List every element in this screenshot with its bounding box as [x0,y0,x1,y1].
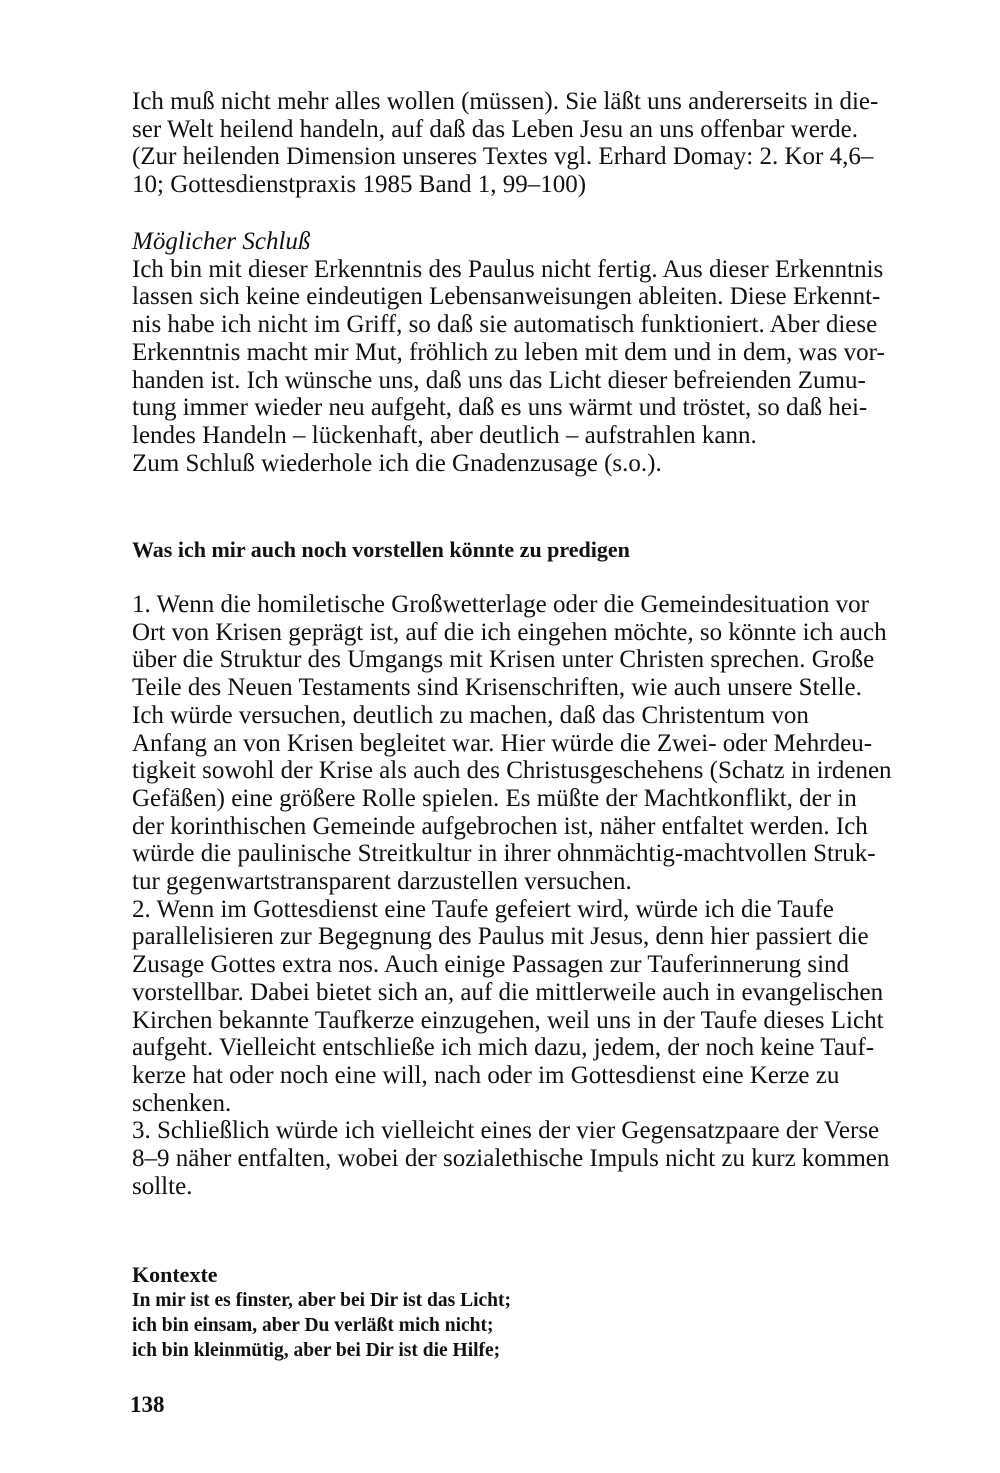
text-line: tigkeit sowohl der Krise als auch des Christusgeschehens (Schatz in irdenen [132,757,892,785]
text-line: 10; Gottesdienstpraxis 1985 Band 1, 99–100) [132,171,587,199]
text-line: Zusage Gottes extra nos. Auch einige Passagen zur Tauferinnerung sind [132,951,850,979]
text-line: (Zur heilenden Dimension unseres Textes vgl. Erhard Domay: 2. Kor 4,6– [132,143,874,171]
text-line: 1. Wenn die homiletische Großwetterlage oder die Gemeindesituation vor [132,591,869,618]
text-line: handen ist. Ich wünsche uns, daß uns das Licht dieser befreienden Zumu- [132,366,866,394]
text-line: der korinthischen Gemeinde aufgebrochen ist, näher entfaltet werden. Ich [132,812,868,840]
text-line: lendes Handeln – lückenhaft, aber deutlich – aufstrahlen kann. [132,421,757,449]
text-line: würde die paulinische Streitkultur in ihrer ohnmächtig-machtvollen Struk- [132,840,876,868]
text-line: 8–9 näher entfalten, wobei der sozialethische Impuls nicht zu kurz kommen [132,1145,890,1173]
context-line: In mir ist es finster, aber bei Dir ist das Licht; [132,1290,511,1311]
text-line: Anfang an von Krisen begleitet war. Hier würde die Zwei- oder Mehrdeu- [132,729,873,757]
predigen-body [132,591,932,1200]
section-subtitle: Möglicher Schluß [132,228,311,255]
text-line: tung immer wieder neu aufgeht, daß es uns wärmt und tröstet, so daß hei- [132,394,868,422]
section-predigen [132,537,932,563]
paragraph-intro [132,88,932,199]
text-line: parallelisieren zur Begegnung des Paulus mit Jesus, denn hier passiert die [132,923,869,951]
page-number: 138 [130,1392,165,1417]
text-line: über die Struktur des Umgangs mit Krisen unter Christen sprechen. Große [132,646,875,674]
text-line: tur gegenwartstransparent darzustellen versuchen. [132,868,632,896]
text-line: Ich muß nicht mehr alles wollen (müssen). Sie läßt uns andererseits in die- [132,88,879,115]
text-line: Kirchen bekannte Taufkerze einzugehen, weil uns in der Taufe dieses Licht [132,1006,884,1034]
section-heading: Was ich mir auch noch vorstellen könnte zu predigen [132,537,630,562]
section-kontexte [132,1262,932,1363]
section-heading: Kontexte [132,1262,218,1287]
text-line: Ort von Krisen geprägt ist, auf die ich eingehen möchte, so könnte ich auch [132,618,887,646]
text-line: Zum Schluß wiederhole ich die Gnadenzusage (s.o.). [132,449,662,477]
text-line: 3. Schließlich würde ich vielleicht eines der vier Gegensatzpaare der Verse [132,1117,880,1145]
context-line: ich bin einsam, aber Du verläßt mich nicht; [132,1315,494,1336]
context-line: ich bin kleinmütig, aber bei Dir ist die Hilfe; [132,1340,501,1361]
text-line: ser Welt heilend handeln, auf daß das Leben Jesu an uns offenbar werde. [132,115,858,143]
text-line: aufgeht. Vielleicht entschließe ich mich dazu, jedem, der noch keine Tauf- [132,1034,875,1062]
text-line: lassen sich keine eindeutigen Lebensanweisungen ableiten. Diese Erkennt- [132,283,881,311]
text-line: Teile des Neuen Testaments sind Krisenschriften, wie auch unsere Stelle. [132,674,862,702]
text-line: sollte. [132,1172,193,1200]
text-line: Gefäßen) eine größere Rolle spielen. Es müßte der Machtkonflikt, der in [132,784,857,812]
text-line: Ich würde versuchen, deutlich zu machen, daß das Christentum von [132,701,809,729]
text-line: nis habe ich nicht im Griff, so daß sie automatisch funktioniert. Aber diese [132,311,878,339]
text-line: Erkenntnis macht mir Mut, fröhlich zu leben mit dem und in dem, was vor- [132,338,885,366]
text-line: kerze hat oder noch eine will, nach oder im Gottesdienst eine Kerze zu [132,1061,840,1089]
section-schluss [132,228,932,477]
text-line: 2. Wenn im Gottesdienst eine Taufe gefeiert wird, würde ich die Taufe [132,895,834,923]
text-line: vorstellbar. Dabei bietet sich an, auf die mittlerweile auch in evangelischen [132,978,884,1006]
text-line: schenken. [132,1089,232,1117]
text-line: Ich bin mit dieser Erkenntnis des Paulus nicht fertig. Aus dieser Erkenntnis [132,255,884,283]
